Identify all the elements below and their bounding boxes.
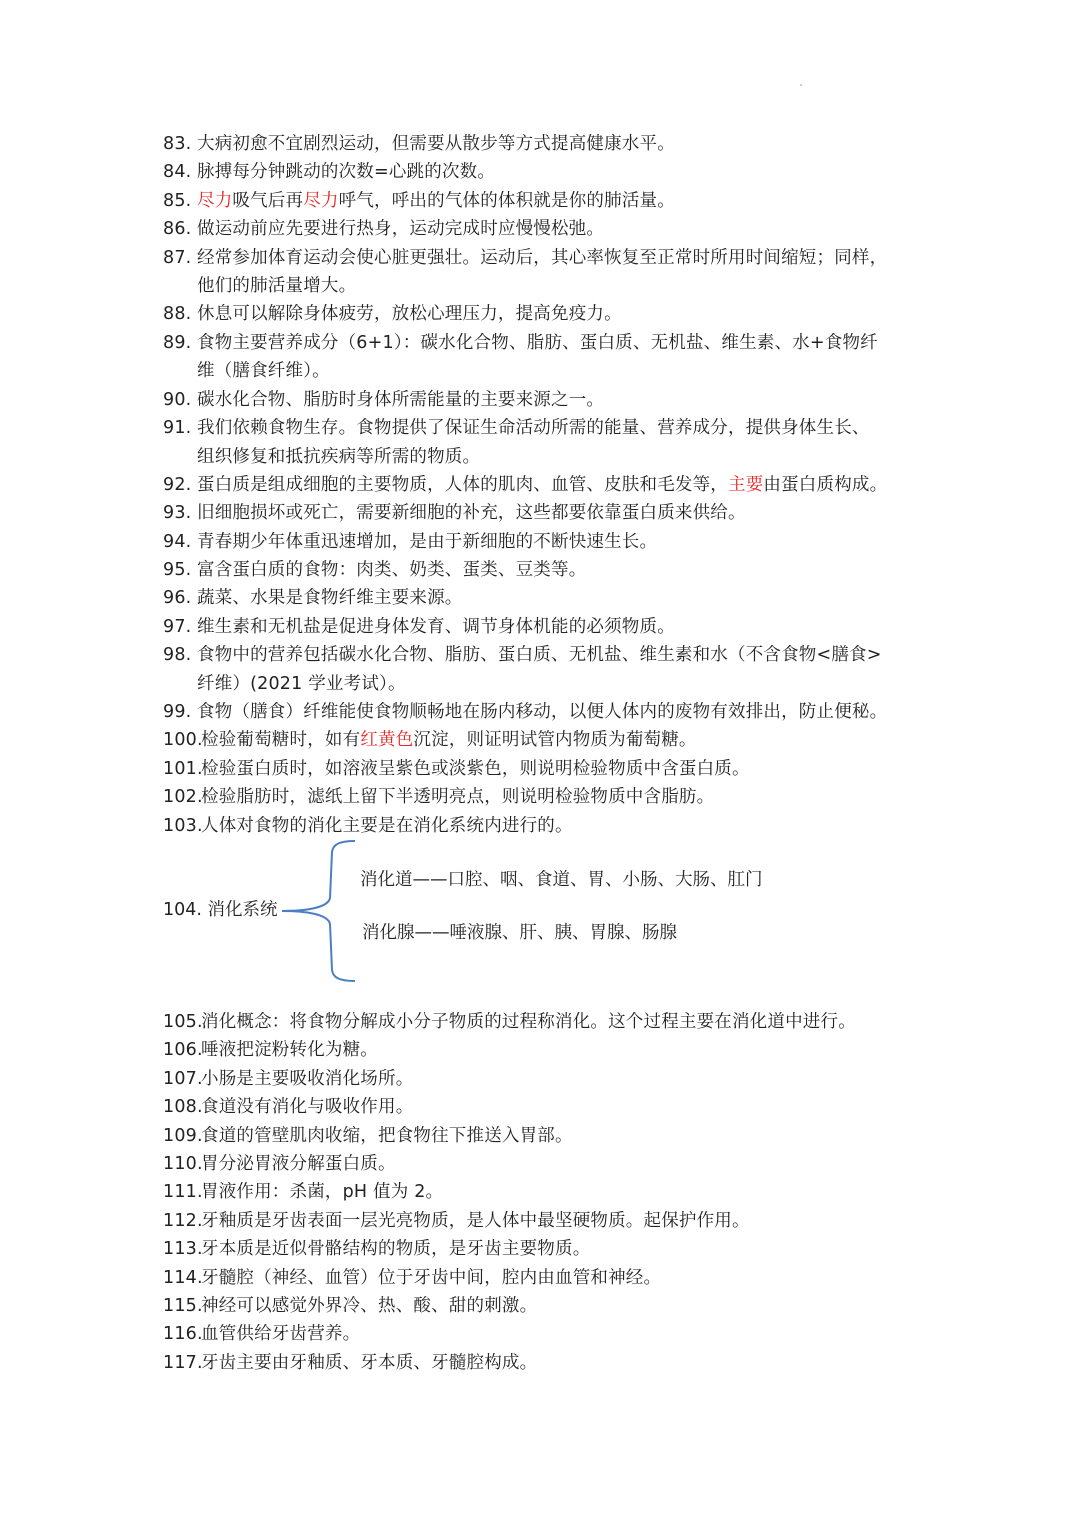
text-segment: 吸气后再 <box>232 190 304 211</box>
item-number: 102. <box>163 787 203 808</box>
item-text <box>201 755 750 784</box>
item-number: 93. <box>163 503 192 524</box>
list-item <box>163 1093 933 1122</box>
item-text: 食道的管壁肌肉收缩，把食物往下推送入胃部。 <box>201 1125 573 1146</box>
continuation-line: 纤维）(2021 学业考试）。 <box>197 673 406 694</box>
item-text <box>197 386 604 415</box>
item-text <box>197 329 878 386</box>
item-text <box>197 528 657 557</box>
item-text: 小肠是主要吸收消化场所。 <box>201 1068 414 1089</box>
diagram-label: 104. 消化系统 <box>163 900 278 920</box>
highlight-text: 尽力 <box>303 190 339 211</box>
highlight-text: 红黄色 <box>360 730 414 751</box>
list-item <box>163 641 933 698</box>
item-text <box>197 613 675 642</box>
item-number: 101. <box>163 758 203 779</box>
list-item <box>163 613 933 642</box>
text-segment: 检验葡萄糖时，如有 <box>201 730 361 751</box>
list-item <box>163 1264 933 1293</box>
item-text: 唾液把淀粉转化为糖。 <box>201 1040 378 1061</box>
text-segment: 旧细胞损坏或死亡，需要新细胞的补充，这些都要依靠蛋白质来供给。 <box>197 503 746 524</box>
list-item <box>163 1292 933 1321</box>
item-text <box>197 244 887 301</box>
item-number: 84. <box>163 162 192 183</box>
item-number: 88. <box>163 304 192 325</box>
continuation-line: 维（膳食纤维）。 <box>197 361 330 382</box>
item-number: 116. <box>163 1324 203 1345</box>
item-text: 牙本质是近似骨骼结构的物质，是牙齿主要物质。 <box>201 1239 591 1260</box>
list-item <box>163 300 933 329</box>
item-number: 86. <box>163 219 192 240</box>
item-text <box>197 158 495 187</box>
item-number: 92. <box>163 474 192 495</box>
list-item <box>163 698 933 727</box>
list-item <box>163 1065 933 1094</box>
text-segment: 碳水化合物、脂肪时身体所需能量的主要来源之一。 <box>197 389 605 410</box>
item-number: 97. <box>163 616 192 637</box>
item-text <box>197 499 746 528</box>
item-number: 100. <box>163 730 203 751</box>
list-item <box>163 1036 933 1065</box>
list-item <box>163 215 933 244</box>
list-item <box>163 726 933 755</box>
list-item <box>163 1178 933 1207</box>
item-text: 牙髓腔（神经、血管）位于牙齿中间，腔内由血管和神经。 <box>201 1267 662 1288</box>
item-text <box>197 130 675 159</box>
list-item <box>163 755 933 784</box>
text-segment: 蔬菜、水果是食物纤维主要来源。 <box>197 588 463 609</box>
text-segment: 食物中的营养包括碳水化合物、脂肪、蛋白质、无机盐、维生素和水（不含食物<膳食> <box>197 645 882 666</box>
continuation-line: 组织修复和抵抗疾病等所需的物质。 <box>197 446 481 467</box>
item-text <box>201 783 714 812</box>
item-number: 83. <box>163 134 192 154</box>
item-number: 115. <box>163 1296 203 1316</box>
list-item <box>163 386 933 415</box>
list-item <box>163 1207 933 1236</box>
text-segment: 青春期少年体重迅速增加，是由于新细胞的不断快速生长。 <box>197 531 658 552</box>
item-text: 血管供给牙齿营养。 <box>201 1324 361 1345</box>
highlight-text: 尽力 <box>197 190 233 211</box>
item-number: 111. <box>163 1182 203 1203</box>
item-number: 108. <box>163 1097 203 1118</box>
list-item <box>163 471 933 500</box>
item-number: 85. <box>163 190 192 211</box>
item-text <box>197 215 604 244</box>
item-number: 113. <box>163 1239 203 1260</box>
item-text: 胃液作用：杀菌，pH 值为 2。 <box>201 1182 444 1203</box>
item-number: 105. <box>163 1012 203 1032</box>
list-item <box>163 499 933 528</box>
item-number: 89. <box>163 332 192 353</box>
item-text: 食道没有消化与吸收作用。 <box>201 1097 414 1118</box>
item-text <box>197 471 887 500</box>
text-segment: 大病初愈不宜剧烈运动，但需要从散步等方式提高健康水平。 <box>197 134 675 154</box>
text-segment: 由蛋白质构成。 <box>763 474 888 495</box>
item-number: 117. <box>163 1352 203 1373</box>
item-text <box>197 414 870 471</box>
item-text: 消化概念：将食物分解成小分子物质的过程称消化。这个过程主要在消化道中进行。 <box>201 1012 856 1032</box>
text-segment: 呼气，呼出的气体的体积就是你的肺活量。 <box>338 190 675 211</box>
list-item <box>163 1349 933 1378</box>
text-segment: 脉搏每分钟跳动的次数=心跳的次数。 <box>197 162 496 183</box>
item-number: 109. <box>163 1125 203 1146</box>
item-text: 胃分泌胃液分解蛋白质。 <box>201 1154 396 1174</box>
list-item <box>163 783 933 812</box>
item-text <box>197 556 586 585</box>
list-item <box>163 130 933 159</box>
item-number: 95. <box>163 560 192 580</box>
text-segment: 人体对食物的消化主要是在消化系统内进行的。 <box>201 815 573 836</box>
scan-speck <box>800 84 802 86</box>
text-segment: 维生素和无机盐是促进身体发育、调节身体机能的必须物质。 <box>197 616 675 637</box>
item-number: 96. <box>163 588 192 609</box>
list-item <box>163 556 933 585</box>
list-item <box>163 1008 933 1037</box>
item-text <box>197 187 675 216</box>
list-item <box>163 1320 933 1349</box>
curly-brace <box>270 838 360 984</box>
branch-digestive-tract: 消化道——口腔、咽、食道、胃、小肠、大肠、肛门 <box>360 870 763 890</box>
item-text: 神经可以感觉外界冷、热、酸、甜的刺激。 <box>201 1296 538 1316</box>
list-item <box>163 1122 933 1151</box>
text-segment: 沉淀，则证明试管内物质为葡萄糖。 <box>413 730 697 751</box>
item-number: 99. <box>163 702 192 722</box>
text-segment: 检验蛋白质时，如溶液呈紫色或淡紫色，则说明检验物质中含蛋白质。 <box>201 758 750 779</box>
item-number: 112. <box>163 1210 203 1231</box>
item-text <box>197 698 887 727</box>
text-segment: 食物主要营养成分（6+1）：碳水化合物、脂肪、蛋白质、无机盐、维生素、水+食物纤 <box>197 332 878 353</box>
item-text: 牙釉质是牙齿表面一层光亮物质，是人体中最坚硬物质。起保护作用。 <box>201 1210 750 1231</box>
text-segment: 休息可以解除身体疲劳，放松心理压力，提高免疫力。 <box>197 304 622 325</box>
text-segment: 食物（膳食）纤维能使食物顺畅地在肠内移动，以便人体内的废物有效排出，防止便秘。 <box>197 702 888 722</box>
item-text <box>197 584 463 613</box>
item-text <box>197 300 622 329</box>
item-number: 110. <box>163 1154 203 1174</box>
item-text <box>197 641 882 698</box>
item-number: 87. <box>163 247 192 268</box>
text-segment: 做运动前应先要进行热身，运动完成时应慢慢松弛。 <box>197 219 605 240</box>
item-number: 91. <box>163 418 192 438</box>
continuation-line: 他们的肺活量增大。 <box>197 276 357 297</box>
branch-digestive-glands: 消化腺——唾液腺、肝、胰、胃腺、肠腺 <box>362 923 677 943</box>
item-number: 98. <box>163 645 192 666</box>
list-item <box>163 187 933 216</box>
list-item <box>163 584 933 613</box>
list-item <box>163 329 933 386</box>
list-item <box>163 158 933 187</box>
text-segment: 经常参加体育运动会使心脏更强壮。运动后，其心率恢复至正常时所用时间缩短；同样， <box>197 247 888 268</box>
text-segment: 蛋白质是组成细胞的主要物质，人体的肌肉、血管、皮肤和毛发等， <box>197 474 728 495</box>
list-item <box>163 1150 933 1179</box>
item-text <box>201 726 697 755</box>
list-item <box>163 812 933 841</box>
item-text: 牙齿主要由牙釉质、牙本质、牙髓腔构成。 <box>201 1352 538 1373</box>
item-number: 94. <box>163 531 192 552</box>
item-text <box>201 812 573 841</box>
text-segment: 我们依赖食物生存。食物提供了保证生命活动所需的能量、营养成分，提供身体生长、 <box>197 418 870 438</box>
text-segment: 检验脂肪时，滤纸上留下半透明亮点，则说明检验物质中含脂肪。 <box>201 787 715 808</box>
item-number: 103. <box>163 815 203 836</box>
list-item <box>163 414 933 471</box>
item-number: 90. <box>163 389 192 410</box>
item-number: 107. <box>163 1068 203 1089</box>
item-number: 106. <box>163 1040 203 1061</box>
list-item <box>163 244 933 301</box>
text-segment: 富含蛋白质的食物：肉类、奶类、蛋类、豆类等。 <box>197 560 587 580</box>
item-number: 114. <box>163 1267 203 1288</box>
list-item <box>163 528 933 557</box>
list-item <box>163 1235 933 1264</box>
highlight-text: 主要 <box>728 474 764 495</box>
